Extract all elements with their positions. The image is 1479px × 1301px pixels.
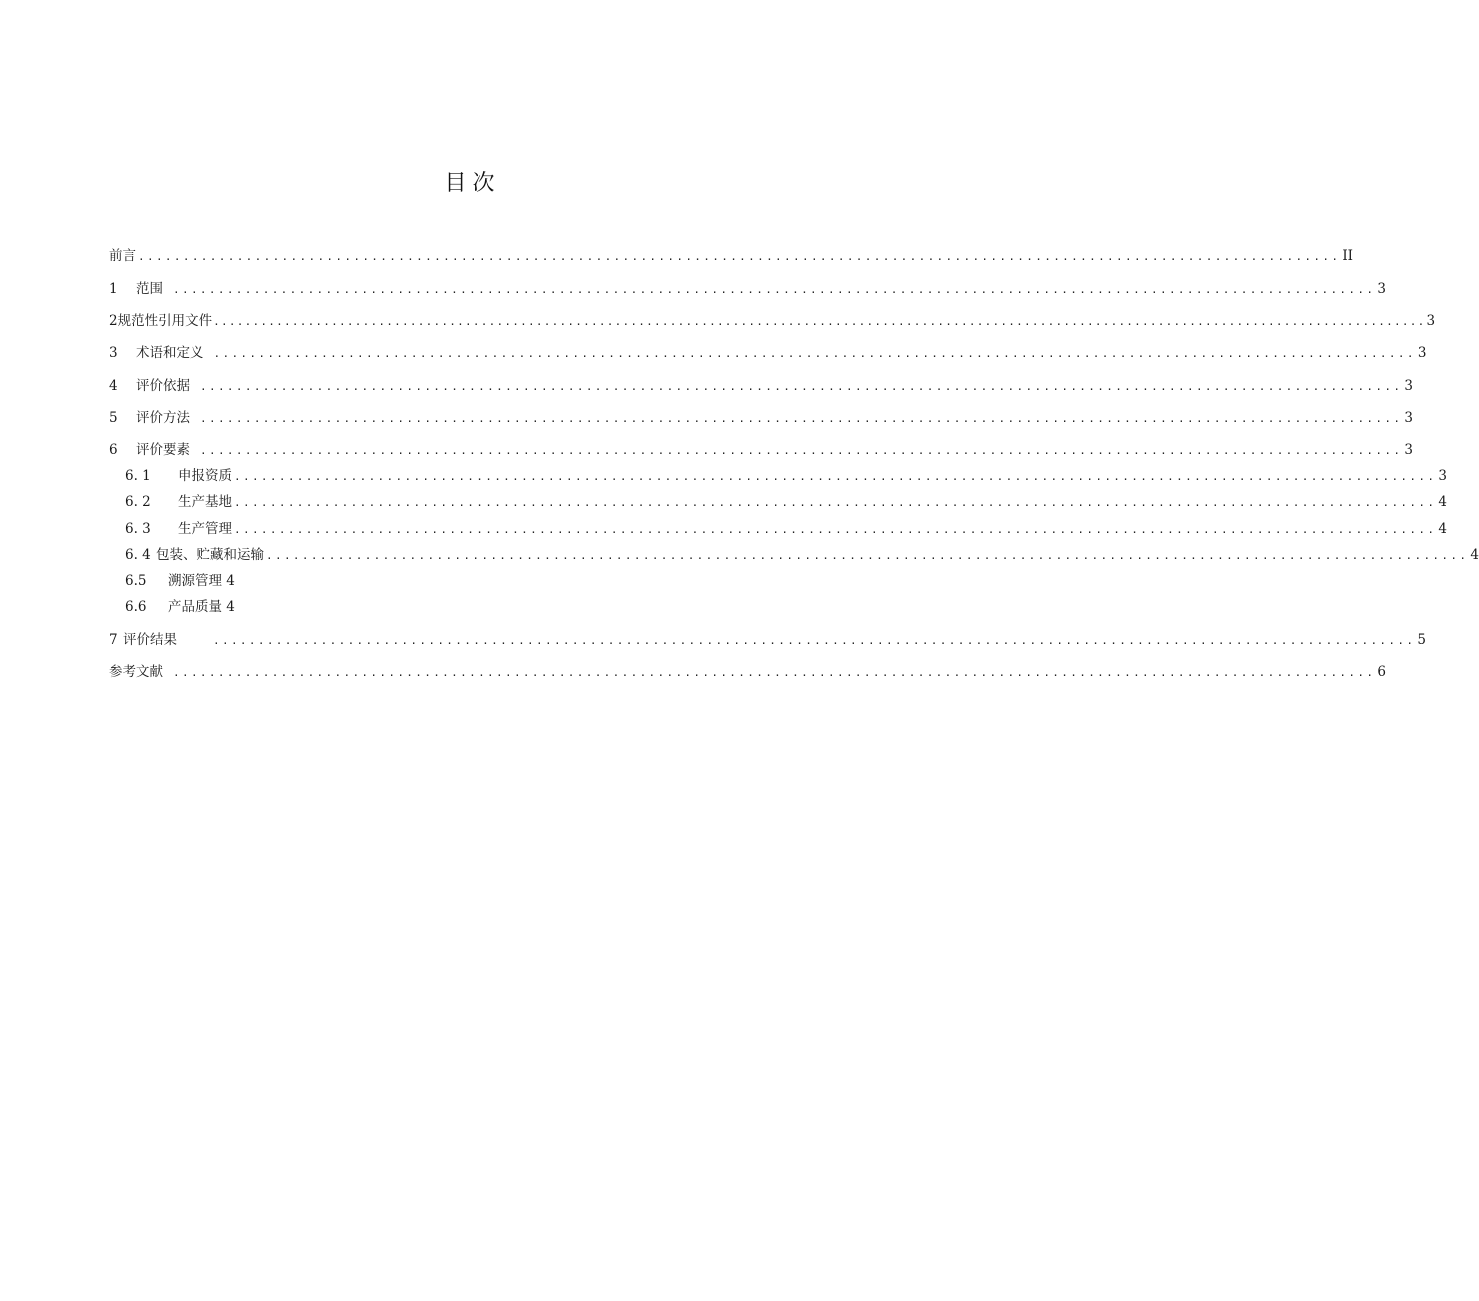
toc-entry-6-3[interactable] bbox=[125, 519, 1447, 539]
toc-entry-label: 生产管理 bbox=[178, 521, 232, 537]
toc-entry-basis[interactable] bbox=[109, 376, 1413, 396]
toc-entry-scope[interactable] bbox=[109, 279, 1386, 299]
toc-page-number: II bbox=[1342, 248, 1353, 264]
toc-entry-6-2[interactable] bbox=[125, 492, 1447, 512]
toc-page-number: 4 bbox=[1438, 494, 1447, 510]
toc-page-number: 3 bbox=[1404, 442, 1413, 458]
toc-leader: .......................................................................................................................................................... bbox=[213, 315, 1426, 328]
toc-leader: ...................................................................................................................................... bbox=[213, 634, 1416, 647]
toc-entry-label: 评价结果 bbox=[123, 632, 177, 648]
toc-entry-label: 范围 bbox=[136, 281, 163, 297]
toc-entry-number: 6. 2 bbox=[125, 494, 151, 510]
toc-entry-terms[interactable] bbox=[109, 343, 1427, 363]
toc-entry-number: 6. 3 bbox=[125, 521, 151, 537]
toc-leader: ...................................................................................................................................... bbox=[266, 549, 1469, 562]
toc-entry-label: 产品质量 4 bbox=[168, 599, 235, 615]
toc-entry-elements[interactable] bbox=[109, 440, 1413, 460]
toc-entry-number: 3 bbox=[109, 345, 118, 361]
toc-entry-number: 6 bbox=[109, 442, 118, 458]
toc-leader: ...................................................................................................................................... bbox=[200, 444, 1403, 457]
toc-entry-method[interactable] bbox=[109, 408, 1413, 428]
toc-entry-label: 包装、贮藏和运输 bbox=[156, 547, 264, 563]
toc-page-number: 3 bbox=[1417, 345, 1427, 361]
toc-entry-6-1[interactable] bbox=[125, 466, 1447, 486]
toc-entry-label: 评价要素 bbox=[136, 442, 190, 458]
toc-entry-6-6[interactable] bbox=[125, 597, 425, 617]
toc-entry-number: 1 bbox=[109, 281, 118, 297]
toc-page-number: 5 bbox=[1417, 632, 1426, 648]
toc-page-number: 3 bbox=[1377, 281, 1386, 297]
toc-leader: ...................................................................................................................................... bbox=[234, 470, 1437, 483]
toc-entry-6-5[interactable] bbox=[125, 571, 425, 591]
toc-leader: ...................................................................................................................................... bbox=[173, 666, 1376, 679]
toc-entry-number: 4 bbox=[109, 378, 118, 394]
page-title: 目次 bbox=[444, 171, 501, 196]
toc-entry-number: 6.6 bbox=[125, 599, 147, 615]
toc-entry-number: 6. 1 bbox=[125, 468, 151, 484]
toc-entry-results[interactable] bbox=[109, 630, 1426, 650]
toc-page-number: 4 bbox=[1470, 547, 1479, 563]
toc-entry-number: 5 bbox=[109, 410, 118, 426]
toc-page-number: 4 bbox=[1438, 521, 1447, 537]
toc-entry-number: 6.5 bbox=[125, 573, 147, 589]
toc-entry-label: 申报资质 bbox=[178, 468, 232, 484]
toc-page-number: 6 bbox=[1377, 664, 1386, 680]
toc-entry-number: 7 bbox=[109, 632, 118, 648]
toc-entry-number: 6. 4 bbox=[125, 547, 151, 563]
toc-page-number: 3 bbox=[1404, 410, 1413, 426]
toc-entry-label: 评价方法 bbox=[136, 410, 190, 426]
toc-page-number: 3 bbox=[1426, 313, 1436, 329]
toc-entry-preface[interactable] bbox=[109, 246, 1353, 266]
toc-entry-label: 参考文献 bbox=[109, 664, 163, 680]
toc-entry-label: 前言 bbox=[109, 248, 136, 264]
toc-leader: ...................................................................................................................................... bbox=[213, 347, 1416, 360]
toc-leader: ...................................................................................................................................... bbox=[200, 380, 1403, 393]
toc-entry-bibliography[interactable] bbox=[109, 662, 1386, 682]
toc-entry-normative-references[interactable] bbox=[109, 311, 1436, 331]
toc-leader: ...................................................................................................................................... bbox=[138, 250, 1341, 263]
toc-leader: ...................................................................................................................................... bbox=[234, 496, 1437, 509]
toc-entry-6-4[interactable] bbox=[125, 545, 1479, 565]
toc-entry-label: 2规范性引用文件 bbox=[109, 313, 213, 329]
toc-leader: ...................................................................................................................................... bbox=[200, 412, 1403, 425]
toc-entry-label: 溯源管理 4 bbox=[168, 573, 235, 589]
toc-leader: ...................................................................................................................................... bbox=[234, 523, 1437, 536]
toc-page-number: 3 bbox=[1438, 468, 1447, 484]
toc-entry-label: 评价依据 bbox=[136, 378, 190, 394]
toc-entry-label: 术语和定义 bbox=[136, 345, 204, 361]
toc-entry-label: 生产基地 bbox=[178, 494, 232, 510]
toc-leader: ...................................................................................................................................... bbox=[173, 283, 1376, 296]
toc-page-number: 3 bbox=[1404, 378, 1413, 394]
